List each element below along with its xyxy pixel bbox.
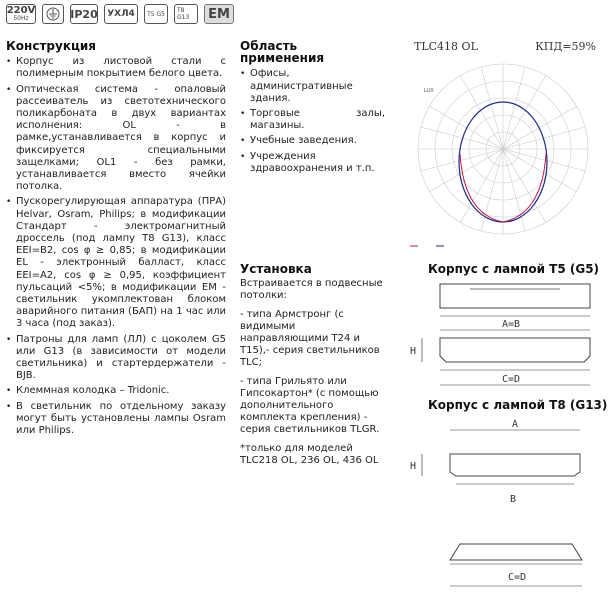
installation-text: - типа Грильято или Гипсокартон* (с помощью дополнительного комплекта крепления) - серия светильников TLGR.: [240, 375, 380, 436]
label-c-equals-d: C=D: [508, 572, 527, 583]
climate-badge: УХЛ4: [104, 4, 138, 24]
label-a: A: [512, 419, 519, 430]
installation-title: Установка: [240, 262, 312, 276]
spec-badges: [6, 4, 234, 24]
emergency-badge: EM: [204, 4, 234, 24]
t5-lamp-label: T5 G5: [147, 10, 165, 18]
t8-lamp-badge: [174, 4, 198, 24]
application-list: [240, 68, 385, 175]
polar-plot: [400, 54, 606, 254]
label-h: H: [410, 461, 417, 472]
application-title: Область применения: [240, 39, 325, 66]
list-item: • Клеммная колодка – Tridonic.: [6, 385, 226, 397]
list-item: • Офисы, административные здания.: [240, 68, 385, 105]
list-item: • Учебные заведения.: [240, 135, 385, 147]
label-c-equals-d: C=D: [502, 374, 521, 385]
construction-title: Конструкция: [6, 39, 96, 53]
list-item: • Учреждения здравоохранения и т.п.: [240, 151, 385, 175]
voltage-label: 220V: [6, 5, 36, 16]
housing-t5-drawing: [410, 262, 606, 397]
t5-lamp-badge: [144, 4, 168, 24]
polar-diagram: [400, 40, 606, 250]
ip-rating-badge: IP20: [70, 4, 98, 24]
list-item: • Патроны для ламп (ЛЛ) с цоколем G5 или G13 (в зависимости от модели светильника) и стартердержатели - BJB.: [6, 334, 226, 383]
t8-lamp-label: T8 G13: [177, 7, 190, 21]
installation-section: [240, 263, 385, 473]
housing-t8-drawing: [410, 398, 606, 593]
housing-t5-svg: [410, 278, 606, 398]
label-b: B: [510, 494, 517, 505]
housing-t8-title: Корпус с лампой T8 (G13): [428, 398, 608, 412]
list-item: • Корпус из листовой стали с полимерным покрытием белого цвета.: [6, 56, 226, 80]
list-item: • Пускорегулирующая аппаратура (ПРА) Helvar, Osram, Philips; в модификации Стандарт - электромагнитный дроссель (под лампу T8 G13), класс EEI=B2, cos φ ≥ 0,85; в модификации EL - электронный балласт, класс EEI=A2, cos φ ≥ 0,95, коэффициент пульсаций <5%; в модификации EM - светильник укомплектован блоком аварийного питания (БАП) на 1 час или 3 часа (под заказ).: [6, 196, 226, 330]
label-h: H: [410, 346, 417, 357]
installation-text: - типа Армстронг (с видимыми направляющими T24 и T15),- серия светильников TLC;: [240, 308, 380, 369]
list-item: • Оптическая система - опаловый рассеиватель из светотехнического поликарбоната в двух вариантах исполнения: OL - в рамке,устанавливается в корпус и фиксируется специальными защелками; OL1 - без рамки, устанавливается вместо ячейки потолка.: [6, 84, 226, 194]
installation-text: Встраивается в подвесные потолки:: [240, 278, 383, 302]
label-a-equals-b: A=B: [502, 319, 521, 330]
polar-model-label: TLC418 OL: [414, 40, 478, 53]
list-item: • Торговые залы, магазины.: [240, 108, 385, 132]
polar-unit-label: LUX: [424, 88, 434, 94]
construction-section: [6, 40, 226, 440]
voltage-badge: [6, 4, 36, 24]
housing-t8-svg: [410, 414, 606, 592]
frequency-label: 50Hz: [13, 15, 29, 22]
construction-list: [6, 56, 226, 437]
installation-note: *только для моделей TLC218 OL, 236 OL, 436 OL: [240, 442, 379, 466]
application-section: [240, 40, 385, 178]
polar-efficiency-label: КПД=59%: [535, 40, 596, 53]
list-item: • В светильник по отдельному заказу могут быть установлены лампы Osram или Philips.: [6, 401, 226, 438]
housing-t5-title: Корпус с лампой T5 (G5): [428, 262, 600, 276]
ground-icon: [42, 4, 64, 24]
